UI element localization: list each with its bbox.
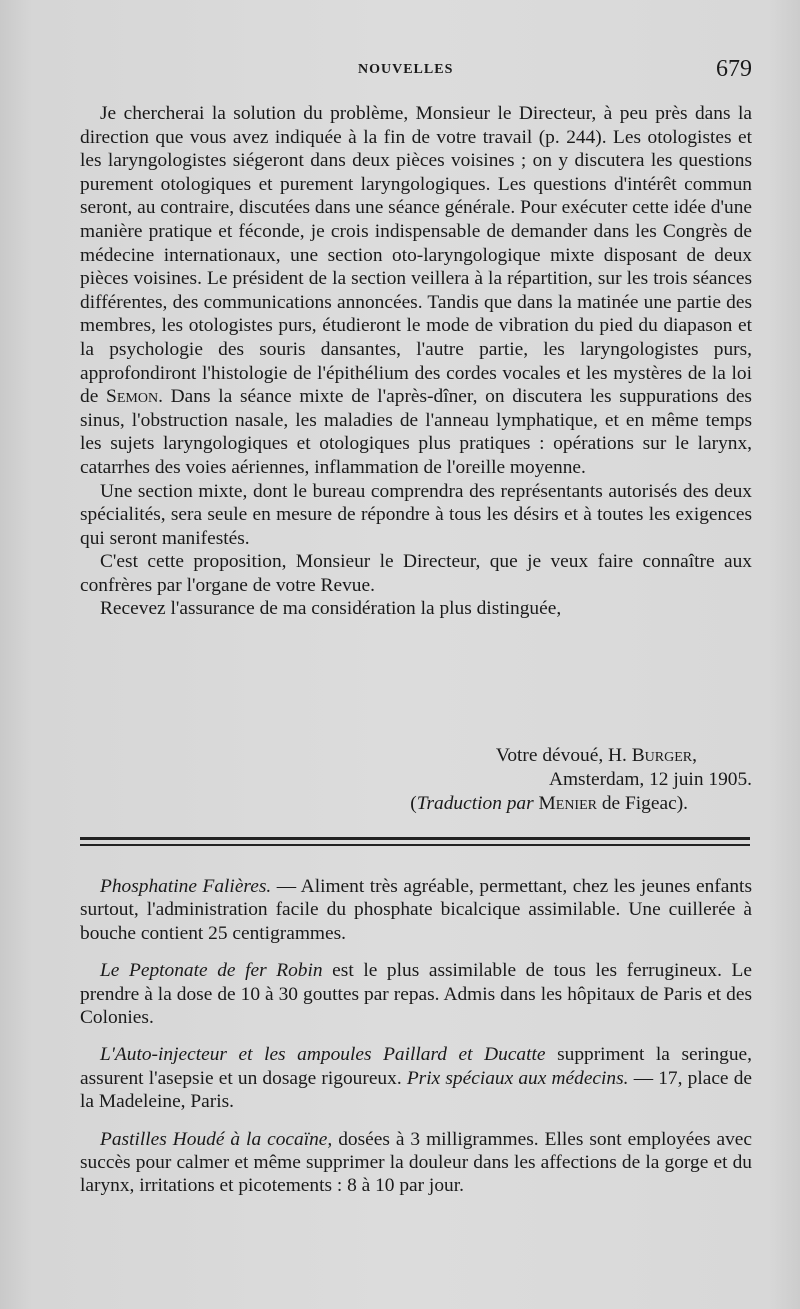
translation-note — [80, 792, 752, 816]
section-divider-thin — [80, 844, 750, 846]
translation-open: ( — [410, 793, 417, 814]
translation-close: de Figeac). — [601, 793, 688, 814]
ad-price-note: Prix spéciaux aux médecins. — [406, 1067, 629, 1089]
author-name-semon: Semon — [106, 386, 159, 408]
paragraph-text-part: . Dans la séance mixte de l'après-dîner, on discutera les suppurations des sinus, l'obstruction nasale, les maladies de l'anneau lymphatique, et en même temps les sujets laryngologiques et otologiques plus pratiques : opérations sur le larynx, catarrhes des voies aériennes, inflammation de l'oreille moyenne. — [80, 386, 752, 478]
letter-closing: Recevez l'assurance de ma considération la plus distinguée, — [100, 598, 562, 620]
signature-prefix: Votre dévoué, H. — [495, 745, 627, 766]
section-divider-thick — [80, 837, 750, 840]
signature-suffix: , — [692, 745, 697, 766]
ad-text: dosées à 3 milligrammes. Elles sont employées avec succès pour calmer et même supprimer la douleur dans les affections de la gorge et du larynx, irritations et picotements : 8 à 10 par jour. — [80, 1128, 753, 1197]
letter-body — [80, 102, 752, 621]
ad-pastilles-houde — [80, 1128, 752, 1198]
translator-name: Menier — [538, 793, 597, 814]
ad-phosphatine — [80, 875, 752, 945]
page-number: 679 — [716, 56, 752, 82]
running-title: NOUVELLES — [358, 62, 454, 77]
signature-name: Burger — [631, 745, 693, 766]
ad-text: est le plus assimilable de tous les ferrugineux. Le prendre à la dose de 10 à 30 gouttes par repas. Admis dans les hôpitaux de Paris et des Colonies. — [80, 960, 752, 1029]
ad-text: — Aliment très agréable, permettant, chez les jeunes enfants surtout, l'administration facile du phosphate bicalcique assimilable. Une cuillerée à bouche contient 25 centigrammes. — [80, 876, 752, 944]
ad-title: Pastilles Houdé à la cocaïne, — [100, 1128, 333, 1150]
ad-address: — 17, place de la Madeleine, Paris. — [80, 1067, 752, 1113]
ad-auto-injecteur — [80, 1043, 752, 1113]
letter-paragraph-2: Une section mixte, dont le bureau comprendra des représentants autorisés des deux spécialités, sera seule en mesure de répondre à tous les désirs et à toutes les exigences qui seront manifestés. — [80, 480, 752, 549]
ad-title: L'Auto-injecteur et les ampoules Paillard et Ducatte — [100, 1044, 546, 1066]
page-header — [80, 58, 760, 88]
ad-text: suppriment la seringue, assurent l'asepsie et un dosage rigoureux. — [80, 1044, 753, 1089]
ad-title: Phosphatine Falières. — [100, 876, 272, 897]
ad-peptonate — [80, 959, 752, 1029]
advertisements — [80, 875, 752, 1198]
letter-paragraph-1 — [80, 102, 752, 480]
place-date: Amsterdam, 12 juin 1905. — [548, 769, 752, 790]
ad-title: Le Peptonate de fer Robin — [100, 960, 323, 982]
translation-label: Traduction par — [416, 793, 534, 814]
signature — [80, 744, 752, 768]
letter-paragraph-3: C'est cette proposition, Monsieur le Directeur, que je veux faire connaître aux confrères par l'organe de votre Revue. — [80, 551, 752, 596]
paragraph-text-part: Je chercherai la solution du problème, Monsieur le Directeur, à peu près dans la direction que vous avez indiquée à la fin de votre travail (p. 244). Les otologistes et les laryngologistes siégeront dans deux pièces voisines ; on y discutera les questions purement otologiques et purement laryngologiques. Les questions d'intérêt commun seront, au contraire, discutées dans une séance générale. Pour exécuter cette idée d'une manière pratique et féconde, je crois indispensable de demander dans les Congrès de médecine internationaux, une section oto-laryngologique mixte disposant de deux pièces voisines. Le président de la section veillera à la répartition, sur les trois séances différentes, des communications annoncées. Tandis que dans la matinée une partie des membres, les otologistes purs, étudieront le mode de vibration du pied du diapason et la psychologie des souris dansantes, l'autre partie, les laryngologistes purs, approfondiront l'histologie de l'épithélium des cordes vocales et les mystères de la loi de — [80, 103, 752, 408]
